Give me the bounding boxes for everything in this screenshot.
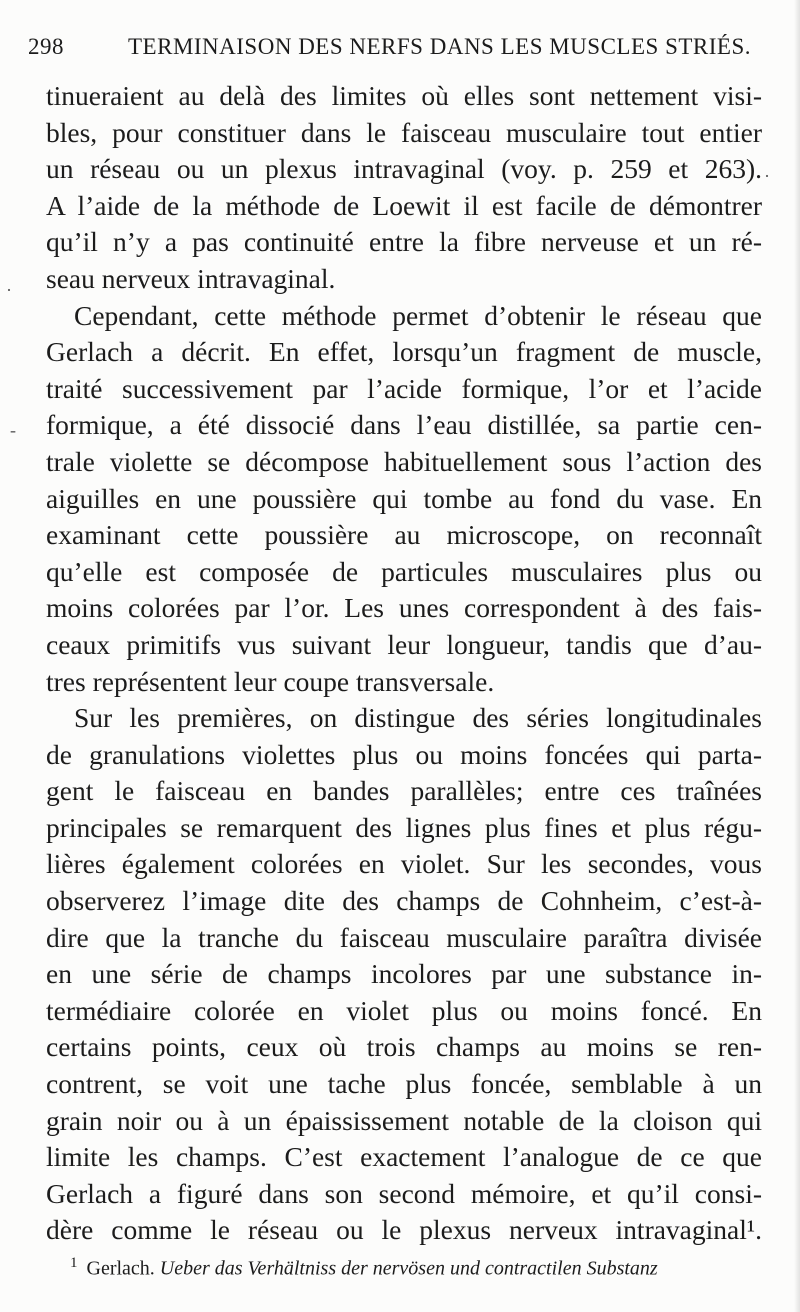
text-line: qu’il n’y a pas continuité entre la fibre nerveuse et un ré- xyxy=(46,226,762,258)
text-line: qu’elle est composée de particules musculaires plus ou xyxy=(46,555,762,587)
margin-mark: - xyxy=(10,420,16,440)
text-line: Gerlach a figuré dans son second mémoire, et qu’il consi- xyxy=(46,1177,762,1209)
text-line: tinueraient au delà des limites où elles sont nettement visi- xyxy=(46,80,762,111)
text-line: contrent, se voit une tache plus foncée, semblable à un xyxy=(46,1068,762,1100)
text-line: termédiaire colorée en violet plus ou moins foncé. En xyxy=(46,994,762,1026)
footnote xyxy=(70,1250,770,1282)
text-line: ceaux primitifs vus suivant leur longueur, tandis que d’au- xyxy=(46,628,762,660)
text-line: observerez l’image dite des champs de Cohnheim, c’est-à- xyxy=(46,885,762,917)
text-line: aiguilles en une poussière qui tombe au fond du vase. En xyxy=(46,482,762,514)
page-edge-shadow xyxy=(794,0,800,1312)
text-line: Sur les premières, on distingue des séries longitudinales xyxy=(74,702,762,734)
text-line: dère comme le réseau ou le plexus nerveux intravaginal¹. xyxy=(46,1214,762,1246)
footnote-title: Ueber das Verhältniss der nervösen und contractilen Substanz xyxy=(159,1257,658,1280)
text-line: trale violette se décompose habituellement sous l’action des xyxy=(46,445,762,477)
text-line: limite les champs. C’est exactement l’analogue de ce que xyxy=(46,1141,762,1173)
text-line: en une série de champs incolores par une substance in- xyxy=(46,958,762,990)
text-line: de granulations violettes plus ou moins foncées qui parta- xyxy=(46,738,762,770)
text-line: tres représentent leur coupe transversale. xyxy=(46,665,495,697)
text-line: bles, pour constituer dans le faisceau musculaire tout entier xyxy=(46,116,762,148)
text-line: moins colorées par l’or. Les unes correspondent à des fais- xyxy=(46,592,762,624)
running-head xyxy=(28,34,768,68)
text-line: formique, a été dissocié dans l’eau distillée, sa partie cen- xyxy=(46,409,762,441)
margin-mark: · xyxy=(764,166,770,186)
text-line: certains points, ceux où trois champs au moins se ren- xyxy=(46,1031,762,1063)
text-line: grain noir ou à un épaississement notable de la cloison qui xyxy=(46,1104,762,1136)
text-line: examinant cette poussière au microscope, on reconnaît xyxy=(46,519,762,551)
text-line: A l’aide de la méthode de Loewit il est facile de démontrer xyxy=(46,189,762,221)
margin-mark: · xyxy=(6,280,12,300)
text-line: principales se remarquent des lignes plus fines et plus régu- xyxy=(46,811,762,843)
text-line: dire que la tranche du faisceau musculaire paraîtra divisée xyxy=(46,921,762,953)
page-number: 298 xyxy=(28,34,64,59)
body-text xyxy=(46,78,762,1249)
text-line: seau nerveux intravaginal. xyxy=(46,262,336,294)
text-line: traité successivement par l’acide formique, l’or et l’acide xyxy=(46,372,762,404)
text-line: gent le faisceau en bandes parallèles; entre ces traînées xyxy=(46,775,762,807)
text-line: lières également colorées en violet. Sur les secondes, vous xyxy=(46,848,762,880)
footnote-mark: 1 xyxy=(70,1255,78,1271)
text-line: Gerlach a décrit. En effet, lorsqu’un fragment de muscle, xyxy=(46,336,762,368)
text-line: Cependant, cette méthode permet d’obtenir le réseau que xyxy=(74,299,762,331)
footnote-author: Gerlach. xyxy=(86,1257,155,1280)
text-line: un réseau ou un plexus intravaginal (voy. p. 259 et 263). xyxy=(46,153,762,185)
running-title: TERMINAISON DES NERFS DANS LES MUSCLES STRIÉS. xyxy=(128,34,751,59)
